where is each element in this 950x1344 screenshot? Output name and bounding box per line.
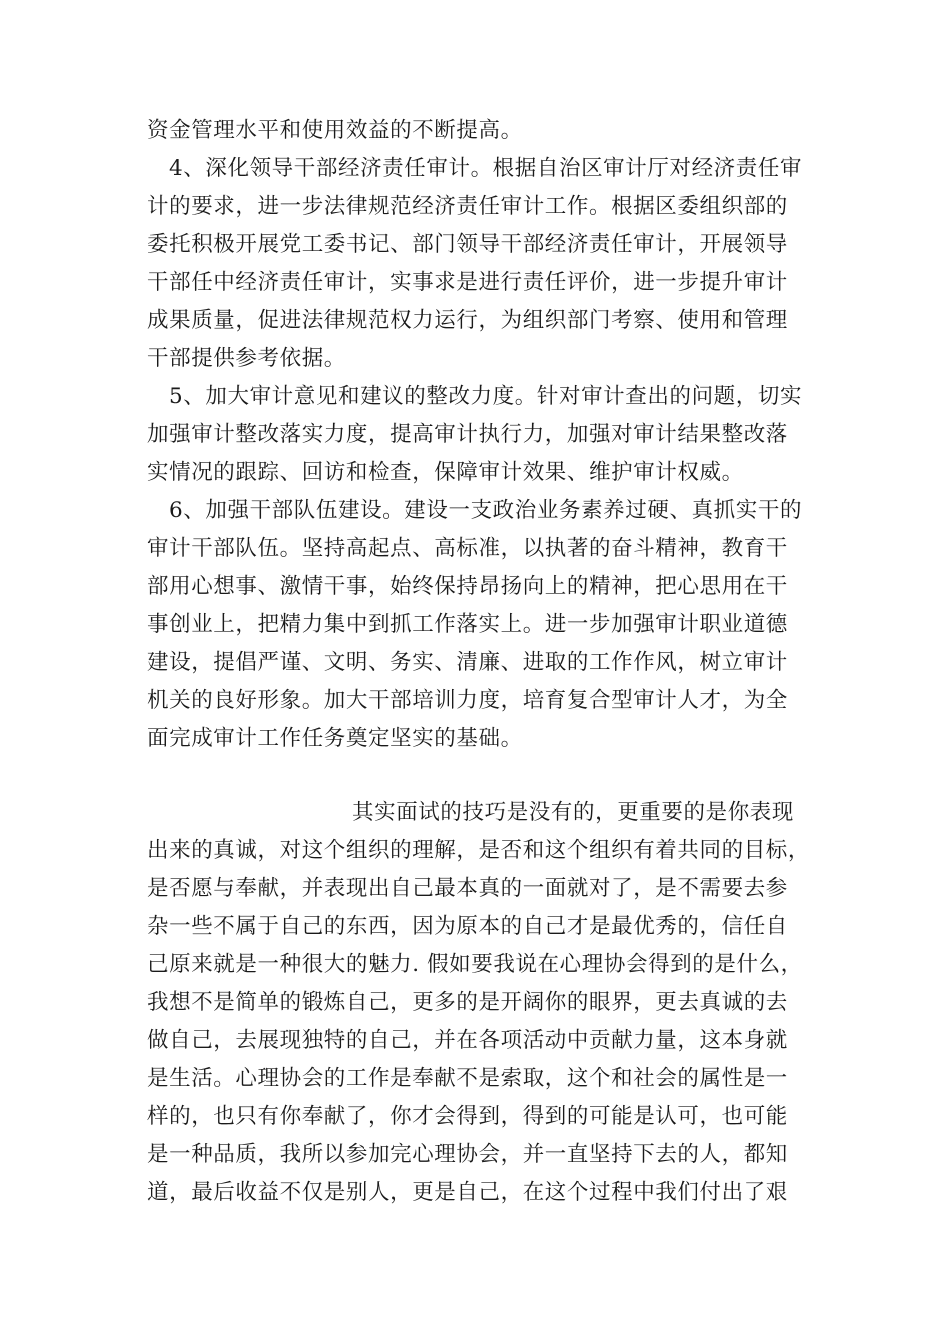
paragraph-gap xyxy=(147,758,817,794)
text-line: 5、加大审计意见和建议的整改力度。针对审计查出的问题，切实 xyxy=(169,384,803,409)
text-line: 样的，也只有你奉献了，你才会得到，得到的可能是认可，也可能 xyxy=(147,1104,788,1129)
text-line: 机关的良好形象。加大干部培训力度，培育复合型审计人才，为全 xyxy=(147,688,788,713)
text-line: 实情况的跟踪、回访和检查，保障审计效果、维护审计权威。 xyxy=(147,460,744,485)
text-line: 加强审计整改落实力度，提高审计执行力，加强对审计结果整改落 xyxy=(147,422,788,447)
text-line: 计的要求，进一步法律规范经济责任审计工作。根据区委组织部的 xyxy=(147,194,788,219)
text-line: 己原来就是一种很大的魅力. 假如要我说在心理协会得到的是什么， xyxy=(147,952,803,977)
document-body xyxy=(147,112,817,1212)
text-line: 是否愿与奉献，并表现出自己最本真的一面就对了，是不需要去参 xyxy=(147,876,788,901)
text-line: 我想不是简单的锻炼自己，更多的是开阔你的眼界，更去真诚的去 xyxy=(147,990,788,1015)
text-line: 面完成审计工作任务奠定坚实的基础。 xyxy=(147,726,523,751)
text-line: 是生活。心理协会的工作是奉献不是索取，这个和社会的属性是一 xyxy=(147,1066,788,1091)
text-line: 道，最后收益不仅是别人，更是自己，在这个过程中我们付出了艰 xyxy=(147,1180,788,1205)
text-line: 干部任中经济责任审计，实事求是进行责任评价，进一步提升审计 xyxy=(147,270,788,295)
text-line: 干部提供参考依据。 xyxy=(147,346,346,371)
text-line: 资金管理水平和使用效益的不断提高。 xyxy=(147,118,523,143)
text-line: 是一种品质，我所以参加完心理协会，并一直坚持下去的人，都知 xyxy=(147,1142,788,1167)
text-line: 杂一些不属于自己的东西，因为原本的自己才是最优秀的，信任自 xyxy=(147,914,788,939)
text-line: 审计干部队伍。坚持高起点、高标准，以执著的奋斗精神，教育干 xyxy=(147,536,788,561)
text-line: 部用心想事、激情干事，始终保持昂扬向上的精神，把心思用在干 xyxy=(147,574,788,599)
text-line: 4、深化领导干部经济责任审计。根据自治区审计厅对经济责任审 xyxy=(169,156,803,181)
text-line: 委托积极开展党工委书记、部门领导干部经济责任审计，开展领导 xyxy=(147,232,788,257)
text-line: 6、加强干部队伍建设。建设一支政治业务素养过硬、真抓实干的 xyxy=(169,498,803,523)
text-line: 其实面试的技巧是没有的，更重要的是你表现 xyxy=(352,800,795,825)
text-line: 建设，提倡严谨、文明、务实、清廉、进取的工作作风，树立审计 xyxy=(147,650,788,675)
text-line: 做自己，去展现独特的自己，并在各项活动中贡献力量，这本身就 xyxy=(147,1028,788,1053)
text-line: 事创业上，把精力集中到抓工作落实上。进一步加强审计职业道德 xyxy=(147,612,788,637)
text-line: 成果质量，促进法律规范权力运行，为组织部门考察、使用和管理 xyxy=(147,308,788,333)
text-line: 出来的真诚，对这个组织的理解，是否和这个组织有着共同的目标， xyxy=(147,838,811,863)
